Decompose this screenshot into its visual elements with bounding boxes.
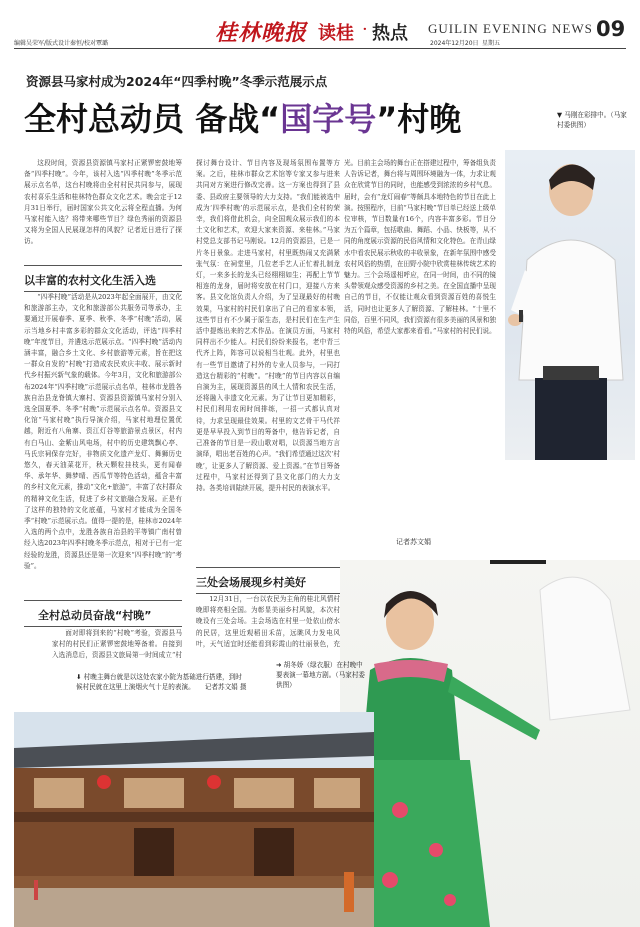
section3-body-a [196,594,340,650]
photo-courtyard [14,712,374,927]
hat-performer-icon [478,560,568,580]
section1-text: “四季村晚”活动是从2023年起全面展开，由文化和旅游部主办，文化和旅游部公共服务司等承办，主要通过开展春季、夏季、秋季、冬季“村晚”活动，展示当地乡村丰富多彩的群众文化活动，评选“四季村晚”年度节目，并遴选示范展示点。“四季村晚”活动内涵丰富，融合乡土文化、乡村旅游等元素，旨在把这一群众自发的“村晚”打造成农民欢庆丰收、展示新时代乡村振兴新气象的载体。今年3月，文化和旅游部公布2024年“四季村晚”示范展示点名单，桂林市龙胜各族自治县龙脊镇大寨村、资源县资源镇马家村分别入选全国夏季、冬季“村晚”示范展示点名单。资源县文化馆“马家村晚”执行导演介绍，马家村地理位置优越，附近有八角寨、资江灯谷等旅游景点景区，村内有白马山、金紫山风电场，村中的历史建筑飘心亭、马氏宗祠保存完好，非物质文化遗产龙灯、舞狮历史悠久，春天油菜花开，秋天颗粒挂枝头，更有闻春华、承年华、舞梦晴、西瓜节等特色活动，蕴含丰富的乡村文化元素，推动“文化+旅游”，丰富了农村群众的精神文化生活，促进了乡村文旅融合发展。正是有了这样的独特的文化底蕴，马家村才能成为全国冬季“村晚”示范展示点。值得一提的是，桂林市2024年入选的两个点中，龙胜各族自治县的平等镇广南村曾经入选2023年四季村晚冬季示范点，相对于已有一定经验的龙胜，资源县还是第一次迎来“四季村晚”的“考验”。 [24,293,182,570]
photo-caption-courtyard [76,672,248,692]
section1-title: 以丰富的农村文化生活入选 [24,274,156,287]
section2-heading [24,600,182,627]
section1-heading [24,265,182,292]
section-dot: · [362,19,368,40]
caption-text: 胡冬娇（绿衣服）在村晚中要表演一幕地方剧。（马家村委供图） [276,661,366,689]
headline-part2: ”村晚 [376,100,462,138]
caption-text: 马刚在彩排中。（马家村委供图） [557,111,627,129]
headline-part1: 全村总动员 备战“ [24,100,281,138]
credit-line: 编辑吴荣军/版式设计秦恒/校对覃璐 [14,40,109,47]
section2-body-a [52,628,182,662]
section3-title: 三处会场展现乡村美好 [196,576,306,589]
section2-body-b [196,158,340,556]
caption-credit: 记者苏文娟 摄 [204,683,247,691]
english-name: GUILIN EVENING NEWS [428,21,593,36]
header-rule [14,48,626,49]
headline [24,94,461,140]
photo-caption-ma-gang [557,110,632,130]
section3-body-b [344,158,496,528]
caption-arrow-icon: ➜ [276,661,282,669]
section-title: 读桂 [318,23,354,44]
section3-heading [196,567,340,594]
issue-weekday: 星期五 [482,40,501,47]
intro-text: 这段时间，资源县资源镇马家村正紧锣密鼓地筹备“四季村晚”。今年，该村入选“四季村晚”冬季示范展示点名单，这台村晚将由全村村民共同参与，展现农村喜乐生活和桂林特色群众文化艺术。晚会定于12月31日举行，届时国家公共文化云将全程直播。为何马家村能入选？将带来哪些节目？绿色秀丽的资源县又将为全国人民展现怎样的风貌？记者近日进行了探访。 [24,159,182,246]
caption-arrow-icon: ⬇ [76,673,82,681]
page-number: 09 [596,17,626,41]
paper-logo: 桂林晚报 [215,20,308,46]
section3-text-cont: 光。目前主会场的舞台正在搭建过程中，筹备组负责人告诉记者，舞台将与周围环境融为一体，力求让观众在欣赏节目的同时，也能感受到浓浓的乡村气息。届时，会有“龙灯闹春”等颇具本地特色的节目在此上演。按照程序，目前“马家村晚”节目单已经送上级单位审核，节目数量有16个，内容丰富多彩。节目分为五个篇章，包括歌曲、舞蹈、小品、快板等，从不同的角度展示资源的民俗风情和文化特色。在青山绿水中看农民展示秋收的丰收景象，在新年氛围中感受农村风俗的热情，在田野小院中欣赏桂林传统艺术的魅力。三个会场遥相呼应，在同一时间，由不同的镜头带领观众感受资源的乡村之美。在全国直播中呈现自己的节目，不仅能让观众看到资源百姓的喜悦生活，同时也让更多人了解资源、了解桂林。“十里不同俗，百里不同风，我们资源有很多美丽的风景和独特的风俗，希望大家都来看看。”马家村的村民们说。 [344,159,496,336]
article-kicker: 资源县马家村成为2024年“四季村晚”冬季示范展示点 [26,74,328,89]
caption-text: 村晚主舞台就是以这处农家小院为基础进行搭建，到时候村民就在这里上演烟火气十足的表演。 [76,673,242,691]
caption-arrow-icon: ▼ [557,111,563,119]
section1-body [24,292,182,592]
section2-text: 面对即将到来的“村晚”考验，资源县马家村的村民们正紧锣密鼓地筹备着。自接到入选消息后，资源县文旅局第一时间成立“村 [52,629,182,660]
photo-ma-gang [505,150,635,460]
farmhouse-illustration-icon [14,712,374,927]
section2-text-cont: 探讨舞台设计、节目内容及现场氛围布置等方案。之后，桂林市群众艺术馆等专家又参与进来共同对方案进行修改完善。这一方案也得到了县委、县政府主要领导的大力支持。“我们能被选中成为‘四季村晚’的示范展示点，是我们全村的荣幸，我们将借此机会，向全国观众展示我们的本土文化和艺术，欢迎大家来资源、来桂林。”马家村党总支部书记马刚说。12月的资源县，已是一片冬日景象。走进马家村，村里既热闹又充满紧张气氛：在祠堂里，几位老手艺人正忙着扎制龙灯，一来多长的龙头已经栩栩如生；再配上节节相连的龙身，届时将安放在村门口，迎接八方来客。县文化馆负责人介绍，为了呈现最好的村晚效果，马家村的村民们拿出了自己的看家本领，这些节目有不少属于原生态，是村民们在生产生活中提炼出来的艺术作品。在演员方面，马家村同样出不少能人。村民们纷纷来报名，老中青三代齐上阵，阵容可以说相当壮观。此外，村里也有一些节目邀请了村外的专业人员参与，一同打造这台精彩的“村晚”。“村晚”的节目内容以自编自演为主，展现资源县的风土人情和农民生活，还将融入非遗文化元素。为了让节目更加精彩，村民们利用农闲时间排练，一招一式都认真对待，力求呈现最佳效果。村里的文艺骨干马代祥更是早早投入到节目的筹备中，他告诉记者，自己准备的节目是一段山歌对唱，以资源当地方言演绎，唱出老百姓的心声。“我们希望通过这次‘村晚’，让更多人了解资源、爱上资源。”在节目筹备过程中，马家村还得到了县文化部门的大力支持。各类培训陆续开展，提升村民的表演水平。 [196,159,340,492]
section2-title: 全村总动员奋战“村晚” [38,609,152,622]
section3-text: 12月31日，一台以农民为主角的桂北风情村晚即将亮相全国。为彰显美丽乡村风貌，本次村晚设有三处会场。主会场选在村里一处依山傍水的民居，这里近观稻田禾苗，远眺风力发电风叶，天气适宜时还能看到彩霞山的壮丽景色，充 [196,595,340,648]
photo-caption-hu-dongjiao [276,660,366,690]
headline-highlight: 国字号 [280,100,377,138]
issue-date: 2024年12月20日 [430,40,479,47]
section-sub: 热点 [372,23,408,44]
person-silhouette-icon [505,150,635,460]
reporter-byline: 记者苏文娟 [396,538,431,546]
intro-paragraph [24,158,182,254]
photo-hu-dongjiao [340,560,640,927]
performer-silhouette-icon [340,560,640,927]
